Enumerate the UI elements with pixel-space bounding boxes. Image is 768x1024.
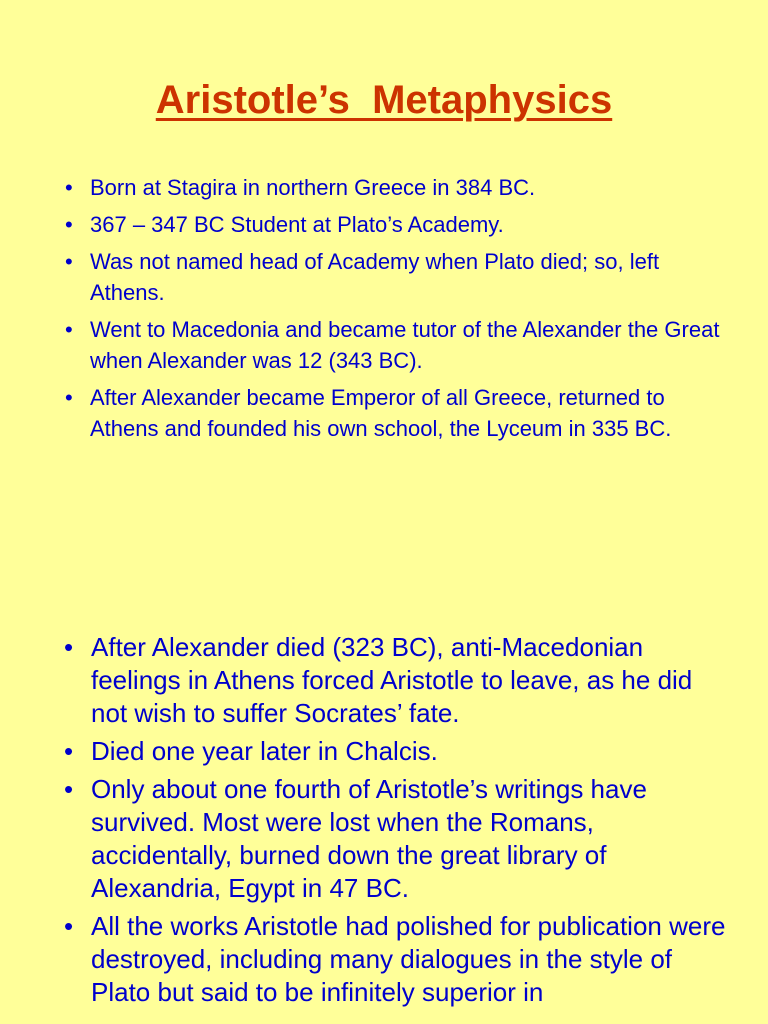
bullet-dot-icon: • bbox=[65, 249, 73, 274]
bullet-dot-icon: • bbox=[64, 632, 74, 662]
bullet-dot-icon: • bbox=[65, 175, 73, 200]
bullet-dot-icon: • bbox=[64, 736, 74, 766]
bullet-text: After Alexander became Emperor of all Greece, returned to Athens and founded his own school, the Lyceum in 335 BC. bbox=[90, 385, 672, 441]
bullet-text: Was not named head of Academy when Plato died; so, left Athens. bbox=[90, 249, 660, 305]
bullet-dot-icon: • bbox=[65, 317, 73, 342]
bullet-text: Only about one fourth of Aristotle’s writings have survived. Most were lost when the Romans, accidentally, burned down the great library of Alexandria, Egypt in 47 BC. bbox=[91, 774, 647, 903]
bullet-item bbox=[64, 735, 731, 768]
bullet-list-biography bbox=[65, 172, 730, 450]
bullet-list-later-life bbox=[64, 631, 731, 1014]
bullet-item bbox=[64, 910, 731, 1009]
bullet-text: Went to Macedonia and became tutor of the Alexander the Great when Alexander was 12 (343 BC). bbox=[90, 317, 720, 373]
bullet-item bbox=[65, 172, 730, 203]
bullet-item bbox=[64, 631, 731, 730]
bullet-text: 367 – 347 BC Student at Plato’s Academy. bbox=[90, 212, 504, 237]
bullet-item bbox=[65, 382, 730, 444]
bullet-item bbox=[64, 773, 731, 905]
bullet-text: Born at Stagira in northern Greece in 384 BC. bbox=[90, 175, 536, 200]
slide-title: Aristotle’s Metaphysics bbox=[155, 78, 613, 122]
bullet-dot-icon: • bbox=[65, 212, 73, 237]
bullet-text: Died one year later in Chalcis. bbox=[91, 736, 438, 766]
bullet-dot-icon: • bbox=[64, 911, 74, 941]
bullet-item bbox=[65, 314, 730, 376]
bullet-dot-icon: • bbox=[64, 774, 74, 804]
bullet-dot-icon: • bbox=[65, 385, 73, 410]
bullet-text: All the works Aristotle had polished for publication were destroyed, including many dialogues in the style of Plato but said to be infinitely superior in bbox=[91, 911, 726, 1007]
bullet-item bbox=[65, 209, 730, 240]
bullet-text: After Alexander died (323 BC), anti-Macedonian feelings in Athens forced Aristotle to leave, as he did not wish to suffer Socrates’ fate. bbox=[91, 632, 693, 728]
bullet-item bbox=[65, 246, 730, 308]
